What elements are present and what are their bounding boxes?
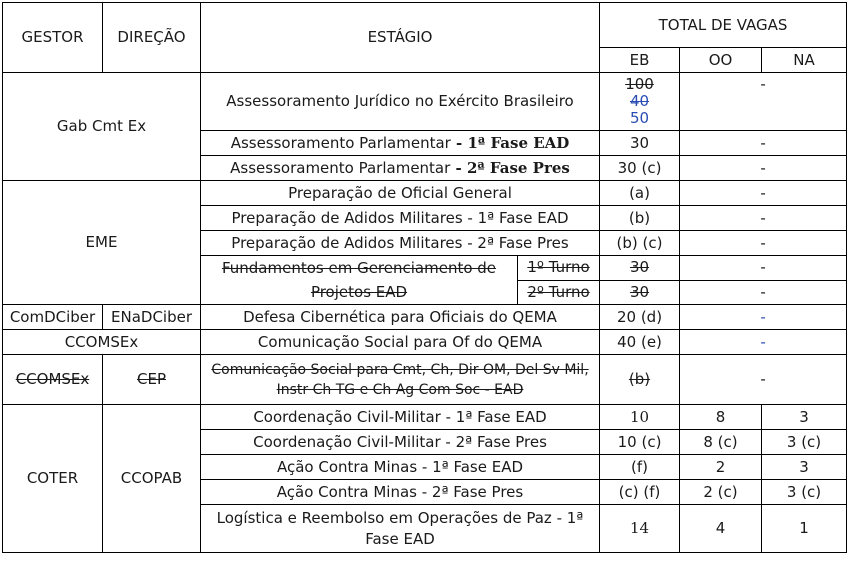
- estagio-defesa-cibernetica: Defesa Cibernética para Oficiais do QEMA: [201, 305, 600, 330]
- eb-value: 30 (c): [600, 156, 680, 181]
- eb-value: 10 (c): [600, 430, 680, 455]
- gestor-coter: COTER: [3, 405, 103, 553]
- gestor-comdciber: ComDCiber: [3, 305, 103, 330]
- header-eb: EB: [600, 48, 680, 73]
- eb-turno-1: 30: [600, 256, 680, 281]
- header-direcao: DIREÇÃO: [103, 3, 201, 73]
- na-value: 3 (c): [762, 480, 847, 505]
- direcao-ccopab: CCOPAB: [103, 405, 201, 553]
- oo-value: 8 (c): [680, 430, 762, 455]
- oo-na-value: -: [680, 156, 847, 181]
- direcao-enadciber: ENaDCiber: [103, 305, 201, 330]
- estagio-oficial-general: Preparação de Oficial General: [201, 181, 600, 206]
- eb-old-value-2: 40: [629, 92, 650, 110]
- header-na: NA: [762, 48, 847, 73]
- estagio-gerenciamento-projetos: Fundamentos em Gerenciamento de Projetos EAD: [201, 256, 518, 305]
- header-estagio: ESTÁGIO: [201, 3, 600, 73]
- oo-na-value: -: [680, 131, 847, 156]
- eb-value: (f): [600, 455, 680, 480]
- gestor-gab-cmt-ex: Gab Cmt Ex: [3, 73, 201, 181]
- vagas-table: [2, 2, 847, 553]
- oo-na-value: -: [680, 305, 847, 330]
- gestor-ccomsex-struck: CCOMSEx: [3, 355, 103, 405]
- estagio-comunicacao-social-cmt: Comunicação Social para Cmt, Ch, Dir OM, Del Sv Mil, Instr Ch TG e Ch Ag Com Soc - EAD: [201, 355, 600, 405]
- estagio-fase: - 1ª Fase EAD: [450, 133, 570, 152]
- oo-na-turno-2: -: [680, 280, 847, 305]
- estagio-cimic-2: Coordenação Civil-Militar - 2ª Fase Pres: [201, 430, 600, 455]
- estagio-label: Assessoramento Parlamentar: [230, 133, 451, 152]
- estagio-assessoramento-juridico: Assessoramento Jurídico no Exército Brasileiro: [201, 73, 600, 131]
- estagio-fase: - 2ª Fase Pres: [450, 158, 570, 177]
- oo-value: 2: [680, 455, 762, 480]
- direcao-cep-struck: CEP: [103, 355, 201, 405]
- oo-value: 2 (c): [680, 480, 762, 505]
- oo-na-value: -: [680, 181, 847, 206]
- eb-value: 10: [600, 405, 680, 430]
- oo-value: 4: [680, 505, 762, 553]
- gestor-eme: EME: [3, 181, 201, 305]
- estagio-assessoramento-parlamentar-2: [201, 156, 600, 181]
- eb-value: 30: [600, 131, 680, 156]
- eb-value: (c) (f): [600, 480, 680, 505]
- oo-na-value: -: [680, 206, 847, 231]
- estagio-minas-2: Ação Contra Minas - 2ª Fase Pres: [201, 480, 600, 505]
- eb-value: 20 (d): [600, 305, 680, 330]
- estagio-label: Assessoramento Parlamentar: [230, 158, 451, 177]
- oo-na-turno-1: -: [680, 256, 847, 281]
- estagio-adidos-2: Preparação de Adidos Militares - 2ª Fase Pres: [201, 231, 600, 256]
- oo-value: 8: [680, 405, 762, 430]
- estagio-cimic-1: Coordenação Civil-Militar - 1ª Fase EAD: [201, 405, 600, 430]
- na-value: 3: [762, 455, 847, 480]
- eb-new-value: 50: [629, 109, 650, 127]
- eb-value: 14: [600, 505, 680, 553]
- header-total-vagas: TOTAL DE VAGAS: [600, 3, 847, 48]
- estagio-logistica-reembolso: Logística e Reembolso em Operações de Paz - 1ª Fase EAD: [201, 505, 600, 553]
- oo-na-value: -: [680, 355, 847, 405]
- eb-turno-2: 30: [600, 280, 680, 305]
- eb-value: (b) (c): [600, 231, 680, 256]
- eb-assessoramento-juridico: [600, 73, 680, 131]
- estagio-minas-1: Ação Contra Minas - 1ª Fase EAD: [201, 455, 600, 480]
- estagio-assessoramento-parlamentar-1: [201, 131, 600, 156]
- eb-value: (a): [600, 181, 680, 206]
- header-gestor: GESTOR: [3, 3, 103, 73]
- na-value: 3: [762, 405, 847, 430]
- header-oo: OO: [680, 48, 762, 73]
- gestor-ccomsex: CCOMSEx: [3, 330, 201, 355]
- eb-value: (b): [600, 355, 680, 405]
- eb-old-value-1: 100: [625, 75, 654, 93]
- eb-value: (b): [600, 206, 680, 231]
- na-value: 3 (c): [762, 430, 847, 455]
- turno-2: 2º Turno: [518, 280, 600, 305]
- oo-na-value: -: [680, 231, 847, 256]
- turno-1: 1º Turno: [518, 256, 600, 281]
- oo-na-value: -: [680, 330, 847, 355]
- estagio-comunicacao-social: Comunicação Social para Of do QEMA: [201, 330, 600, 355]
- na-value: 1: [762, 505, 847, 553]
- oo-na-assessoramento-juridico: -: [680, 73, 847, 131]
- eb-value: 40 (e): [600, 330, 680, 355]
- estagio-adidos-1: Preparação de Adidos Militares - 1ª Fase EAD: [201, 206, 600, 231]
